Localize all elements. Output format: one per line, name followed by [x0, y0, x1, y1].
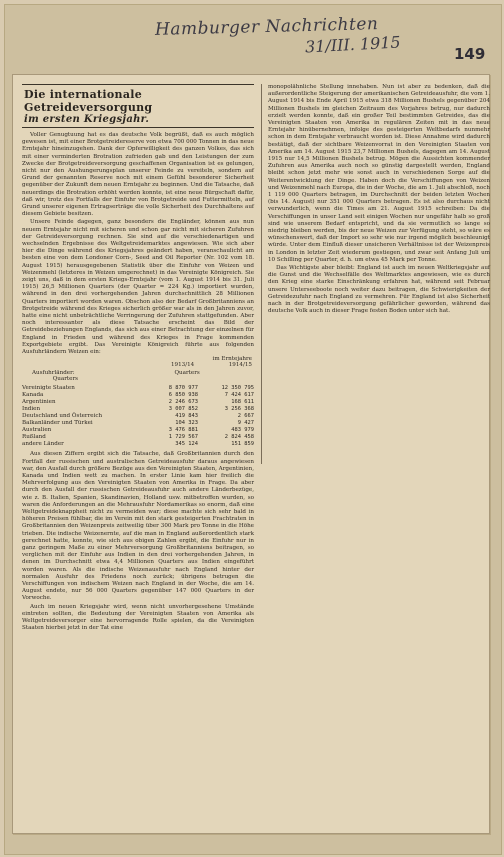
year-header: 1914/15 [228, 362, 252, 369]
table-row [22, 385, 254, 392]
value-1913-14-cell: 6 850 938 [168, 392, 198, 399]
paragraph: Auch im neuen Kriegsjahr wird, wenn nicht unvorhergesehene Umstände eintreten sollten, die Bedeutung der Vereinigten Staaten von Amerika als Weltgetreideversorger eine hervorragende Rolle spielen, da die Vereinigten Staaten hierbei jetzt in der Tat eine [22, 603, 254, 632]
country-cell: Balkanländer und Türkei [22, 420, 93, 427]
table-row [22, 441, 254, 448]
country-cell: Australien [22, 427, 52, 434]
country-cell: andere Länder [22, 441, 64, 448]
value-1913-14-cell: 345 124 [175, 441, 198, 448]
value-1913-14-cell: 3 476 881 [168, 427, 198, 434]
year-header: 1913/14 [170, 362, 195, 369]
paragraph: Voller Genugtuung hat es das deutsche Volk begrüßt, daß es auch möglich gewesen ist, mit einer Brotgetreidereserve von etwa 700 000 Tonnen in das neue Erntejahr hineinzugehen. Dank der Opferwilligkeit des ganzen Volkes, das sich mit einer verminderten Brotration zufrieden gab und den Leistungen der zum Zwecke der Brotgetreideversorgung geschaffenen Organisation ist es gelungen, nicht nur den Aushungerungsplan unserer Feinde zu vereiteln, sondern auf Grund der genannten Reserve noch mit einem Gefühl besonderer Sicherheit gegenüber der Zukunft dem neuen Erntejahr zu beginnen. Und die Tatsache, daß neuerdings die Brotration erhöht werden konnte, ist eine neue Bürgschaft dafür, daß wir, trotz des Fortfalls der Einfuhr von Brotgetreide und Futtermitteln, auf Grund unserer eigenen Ertragserträge die volle Sicherheit des Durchhaltens auf diesem Gebiete besitzen. [22, 132, 254, 218]
paragraph: Das Wichtigste aber bleibt: England ist auch im neuen Weltkriegsjahr auf die Gunst und die Wechselfälle des Weltmarktes angewiesen, wie es durch den Krieg eine starke Einschränkung erfahren hat, während seit Februar unsere Unterseeboote noch weiter dazu beitragen, die Schwierigkeiten der Getreidezufuhr nach England zu vermehren. Für England ist also Sicherheit nach in der Brotgetreideversorgung gefährlicher geworden, während das deutsche Volk auch in dieser Frage festen Boden unter sich hat. [268, 265, 490, 315]
value-1914-15-cell: 483 979 [231, 427, 254, 434]
page-number: 149 [454, 45, 486, 63]
article-headline [22, 84, 254, 128]
table-row [22, 434, 254, 441]
subheadline-text: im ersten Kriegsjahr. [24, 114, 150, 125]
country-cell: Kanada [22, 392, 44, 399]
headline-text: Die internationale Getreideversorgung [24, 88, 153, 114]
table-row [22, 427, 254, 434]
country-cell: Argentinien [22, 399, 56, 406]
import-table [22, 385, 254, 448]
article-column-left [22, 84, 254, 632]
value-1913-14-cell: 3 007 852 [168, 406, 198, 413]
table-year-headers [22, 362, 254, 368]
handwritten-source-note: Hamburger Nachrichten [154, 14, 379, 40]
value-1913-14-cell: 419 843 [175, 413, 198, 420]
handwritten-date: 31/III. 1915 [304, 32, 402, 57]
value-1914-15-cell: 168 611 [231, 399, 254, 406]
value-1914-15-cell: 2 667 [237, 413, 254, 420]
unit-header: Quarters [174, 370, 200, 377]
value-1913-14-cell: 1 729 567 [168, 434, 198, 441]
table-row [22, 420, 254, 427]
table-caption [22, 370, 254, 382]
paragraph: Aus diesen Ziffern ergibt sich die Tatsache, daß Großbritannien durch den Fortfall der russischen und australischen Getreideausfuhr daraus angewiesen war, den Ausfall durch größere Bezüge aus den Vereinigten Staaten, Argentinien, Kanada und Indien wett zu machen. In erster Linie kam hier freilich die Mehrverfolgung aus den Vereinigten Staaten von Amerika in Frage. Da aber durch den Ausfall der russischen Getreideausfuhr auch andere Länderbezüge, wie z. B. Italien, Spanien, Skandinavien, Holland usw. mitbetroffen wurden, so waren die Anforderungen an die Mehrausfuhr Nordamerikas so enorm, daß eine Weltgetreideknappheit nicht zu vermeiden war; diese machte sich sehr bald in höheren Preisen fühlbar, die im Verein mit den stark gesteigerten Frachtraten in Großbritannien den Weizenpreis zeitweilig über 300 Mark pro Tonne in die Höhe trieben. Die indische Weizenernte, auf die man in England außerordentlich stark gerechnet hatte, konnte, wie sich aus obigen Zahlen ergibt, die Einfuhr nur in ganz geringem Maße zu einer Mehrversorgung Großbritanniens beitragen, so verglichen mit der Einfuhr aus Indien in den drei vorhergehenden Jahren, in denen im Durchschnitt etwa 4,4 Millionen Quarters aus Indien eingeführt worden waren. Als die indische Weizenausfuhr nach England hinter der normalen Ausfuhr des Friedens noch zurück; übrigens betrugen die Verschiffungen von indischem Weizen nach England in der Woche, die am 14. August endete, nur 56 000 Quarters gegenüber 147 000 Quarters in der Vorwoche. [22, 451, 254, 602]
value-1914-15-cell: 151 859 [231, 441, 254, 448]
country-cell: Deutschland und Österreich [22, 413, 103, 420]
value-1913-14-cell: 2 246 673 [168, 399, 198, 406]
value-1914-15-cell: 7 424 617 [224, 392, 254, 399]
table-row [22, 413, 254, 420]
paragraph: Unsere Feinde dagegen, ganz besonders die Engländer, können aus nun neuem Erntejahr nicht mit sicheren und schon gar nicht mit sicheren Zufuhren der Getreideversorgung rechnen. Sie sind auf die verschiedenartigen und wechselnden Ergebnisse des Weltgetreidemarktes angewiesen. Wie sich aber hier die Dinge während des Kriegsjahres geändert haben, veranschaulicht am besten eine von dem Londoner Corn-, Seed and Oil Reporter (Nr. 102 vom 18. August 1915) herausgegebenen Statistik über die Einfuhr von Weizen und Weizenmehl (letzteres in Weizen umgerechnet) in das Vereinigte Königreich. Sie zeigt uns, daß in dem ersten Kriegs-Erntejahr (vom 1. August 1914 bis 31. Juli 1915) 26,5 Millionen Quarters (der Quarter = 224 Kg.) importiert wurden, während in den drei vorhergehenden Jahren durchschnittlich 28 Millionen Quarters importiert worden waren. Obschon also der Bedarf Großbritanniens an Brotgetreide während des Krieges sicherlich größer war als in den Jahren zuvor, hatte eine nicht unbeträchtliche Verringerung der Zufuhren stattgefunden. Aber noch interessanter als diese Tatsache erscheint das Bild der Getreidebeziehungen Englands, das sich aus einer Betrachtung der einzelnen für England in Frieden und während des Krieges in Frage kommenden Exportgebiete ergibt. Das Vereinigte Königreich führte aus folgenden Ausfuhrländern Weizen ein: [22, 219, 254, 356]
value-1914-15-cell: 12 350 795 [221, 385, 254, 392]
value-1913-14-cell: 8 870 977 [168, 385, 198, 392]
value-1914-15-cell: 3 256 368 [224, 406, 254, 413]
country-cell: Rußland [22, 434, 46, 441]
import-table-block [22, 356, 254, 448]
country-cell: Indien [22, 406, 41, 413]
table-row [22, 399, 254, 406]
paragraph: monopolähnliche Stellung innehaben. Nun ist aber zu bedenken, daß die außerordentliche Steigerung der amerikanischen Getreideausfuhr, die vom 1. August 1914 bis Ende April 1915 etwa 318 Millionen Bushels gegenüber 204 Millionen Bushels im gleichen Zeitraum des Vorjahres betrug, nur dadurch erzielt werden konnte, daß ein großer Teil bestimmten Getreides, das die Vereinigten Staaten von Amerika in regulären Zeiten mit in das neue Erntejahr hinübernehmen, infolge des gesteigerten Weltbedarfs nunmehr schon in dem Erntejahr verbraucht worden ist. Diese Annahme wird dadurch bestätigt, daß der sichtbare Weizenvorrat in den Vereinigten Staaten von Amerika am 14. August 1915 23,7 Millionen Bushels, dagegen am 14. August 1915 nur 14,5 Millionen Bushels betrug. Mögen die Aussichten kommender Zufuhren aus Amerika auch noch so günstig dargestellt werden, England bleibt schon jetzt mehr wie sonst auch in verschiedenen Sorge auf die Weiterentwicklung der Dinge. Haben doch die Verschiffungen von Weizen und Weizenmehl nach Europa, die in der Woche, die am 1. Juli abschloß, noch 1 119 000 Quarters betragen, im Durchschnitt der beiden letzten Wochen (bis 14. August) nur 351 000 Quarters betragen. Es ist also durchaus nicht verwunderlich, wenn die Times am 21. August 1915 schreiben: Da die Verschiffungen in unser Land seit einigen Wochen nur ungefähr halb so groß sind wie unserem Bedarf entspricht, und da sie vermutlich so lange so niedrig bleiben werden, bis der neue Weizen zur Verfügung steht, so wäre es wünschenswert, daß der Import so sehr wie nur irgend möglich beschleunigt würde. Unter dem Einfluß dieser unsicheren Verhältnisse ist der Weizenpreis in London in letzter Zeit wiederum gestiegen, und zwar seit Anfang Juli um 10 Schilling per Quarter, d. h. um etwa 45 Mark per Tonne. [268, 84, 490, 263]
table-heading: im Erntejahre [212, 356, 252, 363]
caption-text: Ausfuhrländer: [32, 370, 75, 377]
value-1914-15-cell: 9 427 [237, 420, 254, 427]
value-1914-15-cell: 2 824 458 [224, 434, 254, 441]
table-row [22, 392, 254, 399]
article-column-right [261, 84, 490, 464]
value-1913-14-cell: 104 323 [175, 420, 198, 427]
country-cell: Vereinigte Staaten [22, 385, 75, 392]
unit-header: Quarters [52, 376, 78, 383]
